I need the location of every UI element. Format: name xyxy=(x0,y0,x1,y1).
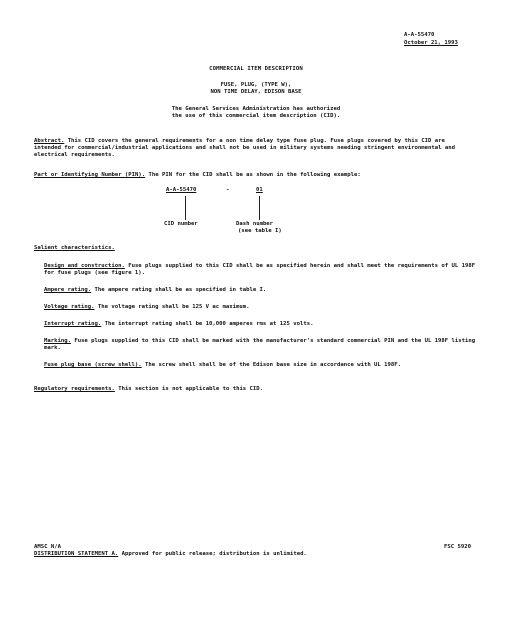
marking-text: Fuse plugs supplied to this CID shall be marked with the manufacturer's standard commercial PIN and the UL 198F listing mark. xyxy=(44,338,476,351)
interrupt-label: Interrupt rating. xyxy=(44,321,102,327)
pin-example-separator: - xyxy=(226,187,230,193)
pin-example-dash: 01 xyxy=(256,187,263,193)
dash-number-label: Dash number xyxy=(236,221,274,227)
pin-label: Part or Identifying Number (PIN). xyxy=(34,172,146,178)
ampere-text: The ampere rating shall be as specified in table I. xyxy=(94,287,267,293)
amsc-code: AMSC N/A xyxy=(34,544,61,550)
design-label: Design and construction. xyxy=(44,263,125,269)
marking-paragraph xyxy=(34,338,484,352)
pin-paragraph xyxy=(34,172,474,179)
marking-label: Marking. xyxy=(44,338,71,344)
distribution-text: Approved for public release; distribution is unlimited. xyxy=(121,551,307,557)
voltage-label: Voltage rating. xyxy=(44,304,95,310)
abstract-text: This CID covers the general requirements for a non time delay type fuse plug. Fuse plugs covered by this CID are intended for commercial/industrial applications and shall not be used in military systems needing stringent environmental and electrical requirements. xyxy=(34,138,455,158)
fsc-code: FSC 5920 xyxy=(444,544,471,550)
authorization-line-1: The General Services Administration has authorized xyxy=(171,106,341,112)
salient-label: Salient characteristics. xyxy=(34,245,115,251)
title-line-1: FUSE, PLUG, (TYPE W), xyxy=(220,82,292,88)
interrupt-text: The interrupt rating shall be 10,000 amperes rms at 125 volts. xyxy=(104,321,314,327)
dash-number-reference: (see table I) xyxy=(238,228,282,234)
regulatory-text: This section is not applicable to this CID. xyxy=(118,386,264,392)
dash-connector-line xyxy=(259,196,260,220)
salient-heading xyxy=(34,245,474,252)
cid-connector-line xyxy=(185,196,186,220)
design-paragraph xyxy=(34,263,484,277)
regulatory-label: Regulatory requirements. xyxy=(34,386,115,392)
document-date: October 21, 1993 xyxy=(404,40,458,46)
document-heading: COMMERCIAL ITEM DESCRIPTION xyxy=(209,66,303,72)
voltage-paragraph xyxy=(34,304,484,311)
ampere-paragraph xyxy=(34,287,484,294)
distribution-statement xyxy=(34,551,474,558)
distribution-label: DISTRIBUTION STATEMENT A. xyxy=(34,551,119,557)
fuse-base-label: Fuse plug base (screw shell). xyxy=(44,362,142,368)
regulatory-paragraph xyxy=(34,386,474,393)
voltage-text: The voltage rating shall be 125 V ac maximum. xyxy=(97,304,250,310)
authorization-line-2: the use of this commercial item description (CID). xyxy=(171,113,341,119)
design-text: Fuse plugs supplied to this CID shall be as specified herein and shall meet the requirements of UL 198F for fuse plugs (see figure 1). xyxy=(44,263,476,276)
ampere-label: Ampere rating. xyxy=(44,287,92,293)
title-line-2: NON TIME DELAY, EDISON BASE xyxy=(210,89,302,95)
cid-number-label: CID number xyxy=(164,221,198,227)
pin-example-cid: A-A-55470 xyxy=(166,187,197,193)
fuse-base-paragraph xyxy=(34,362,484,369)
document-number: A-A-55470 xyxy=(404,32,435,38)
fuse-base-text: The screw shell shall be of the Edison base size in accordance with UL 198F. xyxy=(145,362,401,368)
pin-text: The PIN for the CID shall be as shown in the following example: xyxy=(148,172,361,178)
abstract-label: Abstract. xyxy=(34,138,65,144)
abstract-paragraph xyxy=(34,138,474,159)
interrupt-paragraph xyxy=(34,321,484,328)
